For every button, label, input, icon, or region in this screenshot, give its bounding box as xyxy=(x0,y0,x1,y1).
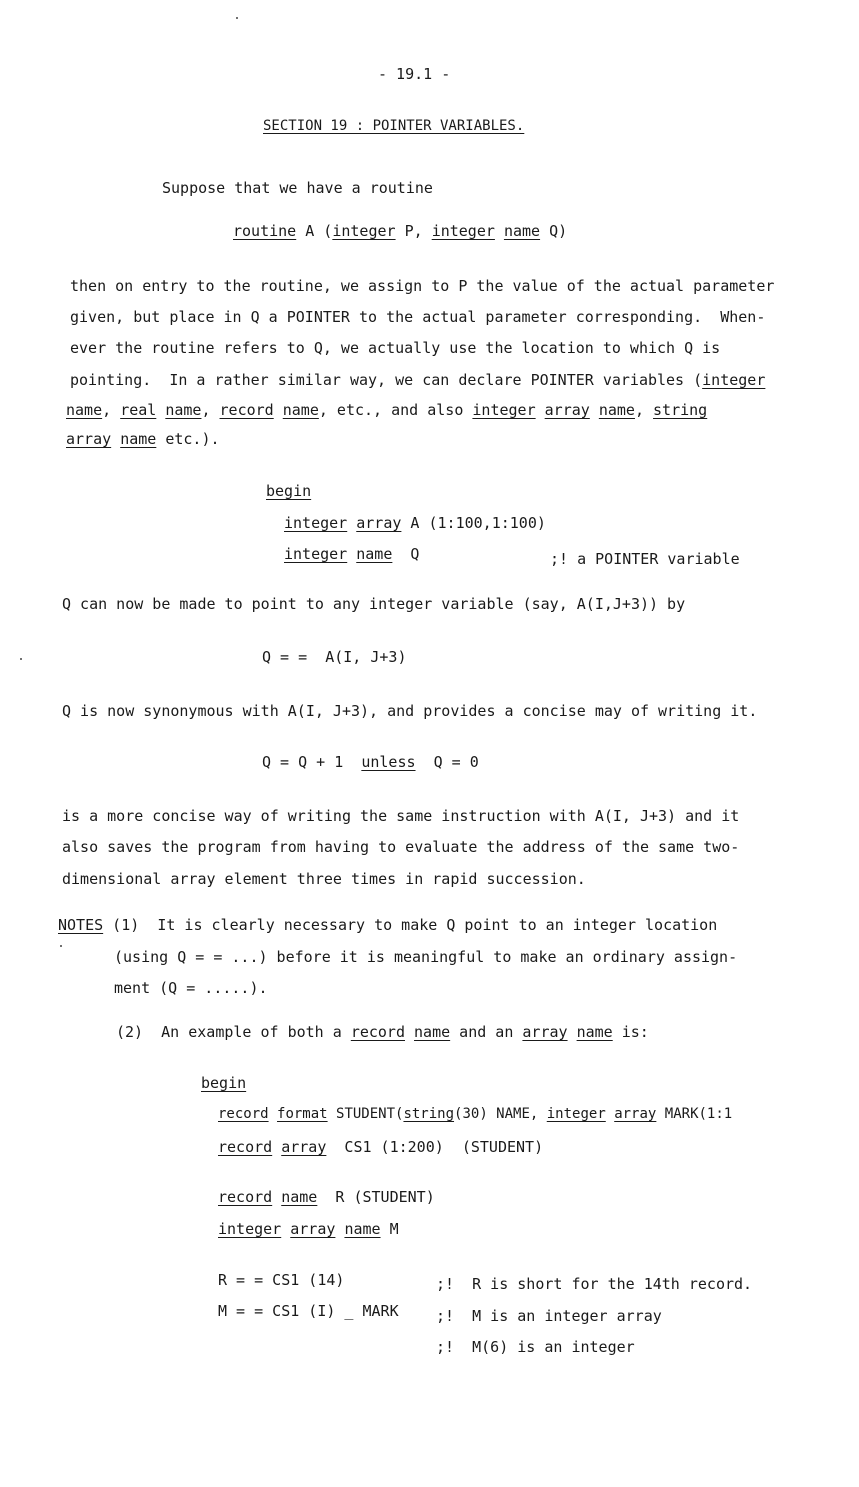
section-title: SECTION 19 : POINTER VARIABLES. xyxy=(263,118,525,134)
scan-speck xyxy=(236,17,238,19)
notes-label: NOTES xyxy=(58,916,104,934)
text-line: dimensional array element three times in rapid succession. xyxy=(62,870,586,888)
code-line: record array CS1 (1:200) (STUDENT) xyxy=(218,1138,544,1156)
code-statement: Q = Q + 1 unless Q = 0 xyxy=(262,753,479,771)
code-line: integer array name M xyxy=(218,1220,399,1238)
code-line: begin xyxy=(201,1074,247,1092)
text-line: pointing. In a rather similar way, we can declare POINTER variables (integer xyxy=(70,371,766,389)
code-line: M = = CS1 (I) _ MARK xyxy=(218,1302,399,1320)
text-line: also saves the program from having to evaluate the address of the same two- xyxy=(62,838,740,856)
text-line: ever the routine refers to Q, we actually use the location to which Q is xyxy=(70,339,721,357)
code-line: R = = CS1 (14) xyxy=(218,1271,345,1289)
code-comment: ;! M(6) is an integer xyxy=(436,1338,635,1356)
text-line: array name etc.). xyxy=(66,430,220,448)
note-1-line: (using Q = = ...) before it is meaningful to make an ordinary assign- xyxy=(114,948,738,966)
code-comment: ;! R is short for the 14th record. xyxy=(436,1275,753,1293)
code-comment: ;! a POINTER variable xyxy=(550,550,740,568)
code-line: integer array A (1:100,1:100) xyxy=(284,514,546,532)
note-2-line: (2) An example of both a record name and an array name is: xyxy=(116,1023,649,1041)
code-line: record format STUDENT(string(30) NAME, integer array MARK(1:1 xyxy=(218,1106,733,1122)
note-1-line: NOTES (1) It is clearly necessary to make Q point to an integer location xyxy=(58,916,718,934)
text-line: Q is now synonymous with A(I, J+3), and provides a concise may of writing it. xyxy=(62,702,758,720)
text-line: then on entry to the routine, we assign to P the value of the actual parameter xyxy=(70,277,775,295)
note-1-line: ment (Q = .....). xyxy=(114,979,268,997)
scan-speck xyxy=(60,945,62,947)
code-line: record name R (STUDENT) xyxy=(218,1188,435,1206)
code-line: begin xyxy=(266,482,312,500)
text-line: name, real name, record name, etc., and also integer array name, string xyxy=(66,401,708,419)
routine-declaration: routine A (integer P, integer name Q) xyxy=(233,222,568,240)
page-number: - 19.1 - xyxy=(378,65,451,83)
text-line: Q can now be made to point to any integer variable (say, A(I,J+3)) by xyxy=(62,595,686,613)
text-line: is a more concise way of writing the same instruction with A(I, J+3) and it xyxy=(62,807,740,825)
intro-line: Suppose that we have a routine xyxy=(162,179,433,197)
scan-speck xyxy=(20,658,22,660)
code-statement: Q = = A(I, J+3) xyxy=(262,648,407,666)
code-line: integer name Q xyxy=(284,545,420,563)
text-line: given, but place in Q a POINTER to the actual parameter corresponding. When- xyxy=(70,308,766,326)
code-comment: ;! M is an integer array xyxy=(436,1307,662,1325)
